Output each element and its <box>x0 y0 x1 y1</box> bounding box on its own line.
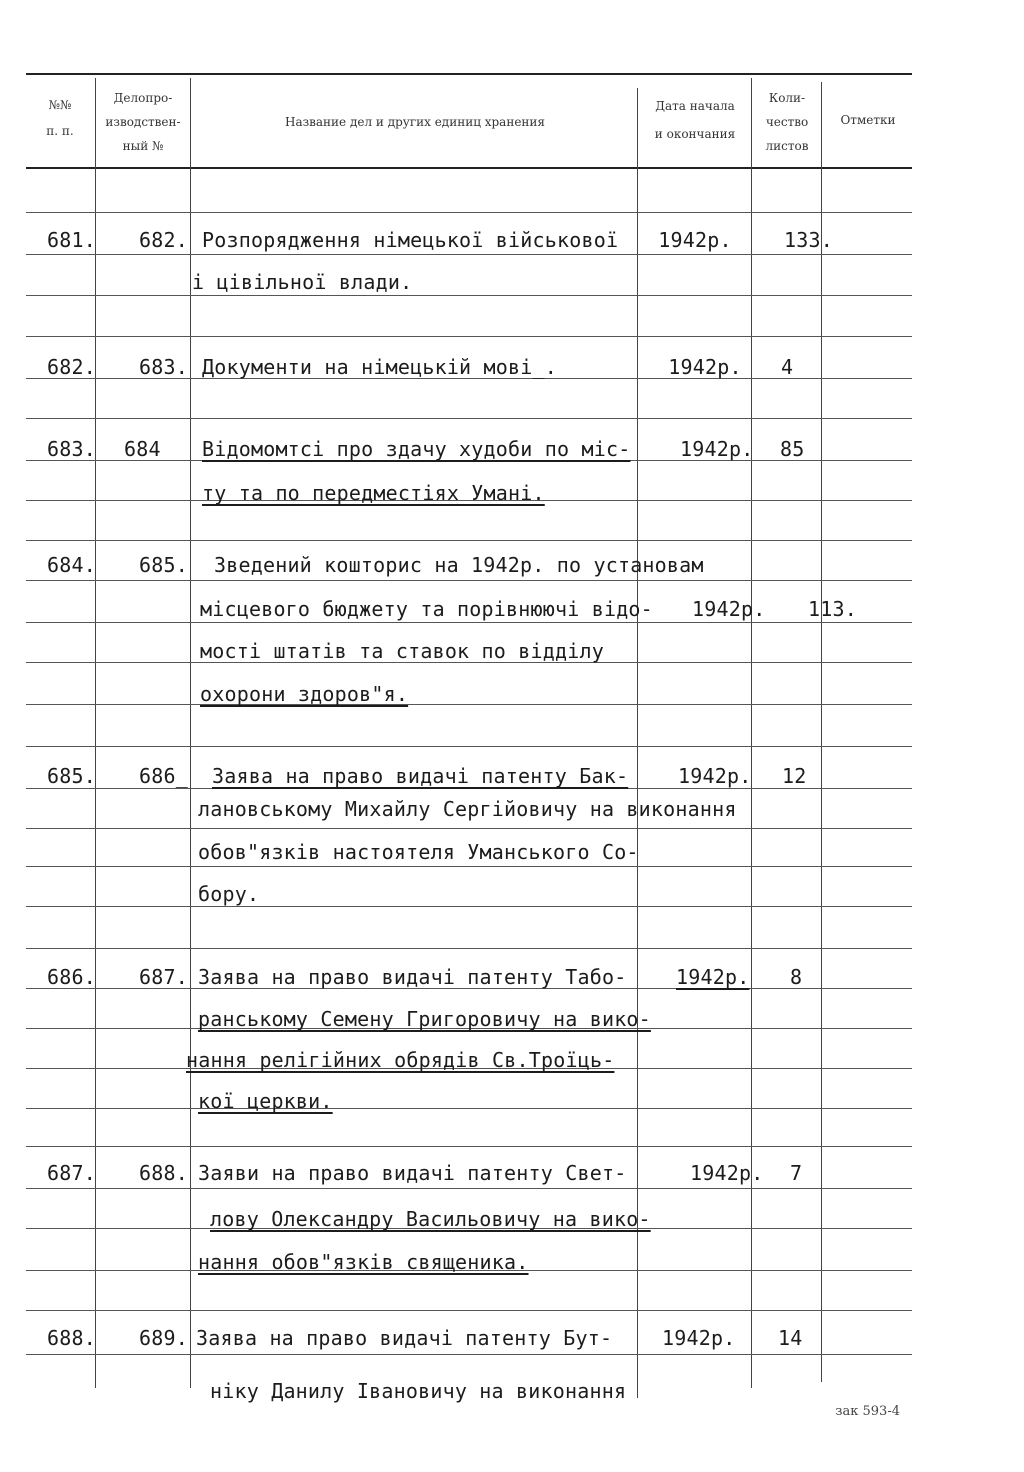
row-title-line: і цівільної влади. <box>192 270 413 294</box>
rule <box>26 948 912 949</box>
row-office-number: 685. <box>139 553 188 577</box>
print-order-code: зак 593-4 <box>835 1404 900 1419</box>
row-number: 686. <box>47 965 96 989</box>
row-sheet-count: 4 <box>781 355 794 379</box>
rule <box>26 336 912 337</box>
row-office-number: 689. <box>139 1326 188 1350</box>
rule <box>26 1310 912 1311</box>
row-title-line: Заява на право видачі патенту Табо- <box>198 965 627 989</box>
column-rule-2 <box>190 78 191 1388</box>
column-rule-5 <box>821 82 822 1382</box>
rule <box>26 866 912 867</box>
row-sheet-count: 85 <box>780 437 805 461</box>
row-number: 684. <box>47 553 96 577</box>
row-title-line: охорони здоров"я. <box>200 682 409 706</box>
row-sheet-count: 7 <box>790 1161 803 1185</box>
header-title: Название дел и других единиц хранения <box>284 115 545 129</box>
column-rule-3 <box>637 88 638 1398</box>
row-number: 685. <box>47 764 96 788</box>
row-date: 1942р. <box>692 597 766 621</box>
header-number: №№ п. п. <box>46 98 74 138</box>
row-title-line: ніку Данилу Івановичу на виконання <box>210 1379 627 1403</box>
row-number: 688. <box>47 1326 96 1350</box>
row-office-number: 684 <box>124 437 161 461</box>
row-office-number: 687. <box>139 965 188 989</box>
row-title-line: Заява на право видачі патенту Бак- <box>212 764 629 788</box>
row-title-line: лову Олександру Васильовичу на вико- <box>210 1207 651 1231</box>
row-date: 1942р. <box>680 437 754 461</box>
row-title-line: нання обов"язків священика. <box>198 1250 529 1274</box>
rule <box>26 1188 912 1189</box>
row-title-line: Розпорядження німецької військової <box>202 228 619 252</box>
table-top-rule <box>26 73 912 75</box>
header-office-number: Делопро- изводствен- ный № <box>105 91 181 153</box>
rule <box>26 418 912 419</box>
header-dates: Дата начала и окончания <box>654 99 736 141</box>
row-title-line: кої церкви. <box>198 1089 333 1113</box>
row-office-number: 688. <box>139 1161 188 1185</box>
rule <box>26 1108 912 1109</box>
rule <box>26 1354 912 1355</box>
row-sheet-count: 14 <box>778 1326 803 1350</box>
row-title-line: ту та по передместіях Умані. <box>202 481 545 505</box>
row-date: 1942р. <box>690 1161 764 1185</box>
row-number: 681. <box>47 228 96 252</box>
rule <box>26 788 912 789</box>
row-sheet-count: 12 <box>782 764 807 788</box>
row-date: 1942р. <box>676 965 750 989</box>
rule <box>26 746 912 747</box>
column-rule-1 <box>95 78 96 1388</box>
header-sheet-count: Коли- чество листов <box>765 91 809 153</box>
row-title-line: Зведений кошторис на 1942р. по установам <box>214 553 704 577</box>
row-title-line: лановському Михайлу Сергійовичу на виконання <box>198 797 737 821</box>
column-rule-4 <box>751 78 752 1388</box>
row-date: 1942р. <box>662 1326 736 1350</box>
row-office-number: 682. <box>139 228 188 252</box>
row-title-line: мості штатів та ставок по відділу <box>200 639 604 663</box>
rule <box>26 828 912 829</box>
row-sheet-count: 113. <box>808 597 857 621</box>
rule <box>26 580 912 581</box>
rule <box>26 212 912 213</box>
row-title-line: Заява на право видачі патенту Бут- <box>196 1326 613 1350</box>
row-sheet-count: 133. <box>784 228 833 252</box>
header-bottom-rule <box>26 167 912 169</box>
row-office-number: 686_ <box>139 764 188 788</box>
rule <box>26 540 912 541</box>
row-title-line: нання релігійних обрядів Св.Троїць- <box>186 1048 615 1072</box>
row-date: 1942р. <box>658 228 732 252</box>
rule <box>26 295 912 296</box>
row-title-line: Документи на німецькій мові_. <box>202 355 557 379</box>
row-date: 1942р. <box>668 355 742 379</box>
rule <box>26 254 912 255</box>
rule <box>26 704 912 705</box>
row-title-line: Заяви на право видачі патенту Свет- <box>198 1161 627 1185</box>
row-number: 683. <box>47 437 96 461</box>
rule <box>26 622 912 623</box>
rule <box>26 1146 912 1147</box>
header-notes: Отметки <box>840 113 896 127</box>
row-sheet-count: 8 <box>790 965 803 989</box>
row-office-number: 683. <box>139 355 188 379</box>
row-number: 682. <box>47 355 96 379</box>
row-title-line: Відомомтсі про здачу худоби по міс- <box>202 437 631 461</box>
rule <box>26 906 912 907</box>
row-title-line: бору. <box>198 882 260 906</box>
row-number: 687. <box>47 1161 96 1185</box>
row-title-line: місцевого бюджету та порівнюючі відо- <box>200 597 653 621</box>
row-date: 1942р. <box>678 764 752 788</box>
row-title-line: ранському Семену Григоровичу на вико- <box>198 1007 651 1031</box>
row-title-line: обов"язків настоятеля Уманського Со- <box>198 840 639 864</box>
